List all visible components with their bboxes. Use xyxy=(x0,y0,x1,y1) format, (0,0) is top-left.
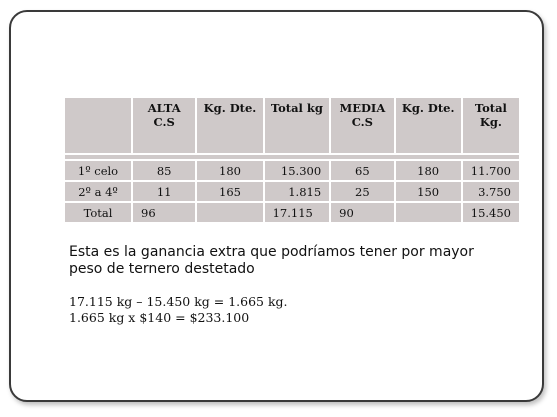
cell-media: 65 xyxy=(331,161,393,180)
header-kg-dte-1: Kg. Dte. xyxy=(197,98,262,153)
table-row xyxy=(65,203,519,222)
cell-total-kg-2: 11.700 xyxy=(463,161,519,180)
cell-kg-dte-1 xyxy=(197,203,262,222)
cell-kg-dte-2: 150 xyxy=(396,182,461,201)
calculation-block xyxy=(69,294,288,326)
table-row xyxy=(65,182,519,201)
cell-kg-dte-1: 165 xyxy=(197,182,262,201)
table-header-row xyxy=(65,98,519,153)
cell-alta: 96 xyxy=(133,203,195,222)
explanation-text: Esta es la ganancia extra que podríamos tener por mayor peso de ternero destetado xyxy=(69,244,474,277)
header-cell-empty xyxy=(65,98,131,153)
row-spacer xyxy=(65,155,519,159)
cell-alta: 11 xyxy=(133,182,195,201)
header-total-kg-2: Total Kg. xyxy=(463,98,519,153)
header-total-kg-1: Total kg xyxy=(265,98,330,153)
header-alta-cs: ALTA C.S xyxy=(133,98,195,153)
row-label: 1º celo xyxy=(65,161,131,180)
row-label: 2º a 4º xyxy=(65,182,131,201)
cell-total-kg-2: 3.750 xyxy=(463,182,519,201)
calculation-line-2: 1.665 kg x $140 = $233.100 xyxy=(69,310,250,325)
calculation-line-1: 17.115 kg – 15.450 kg = 1.665 kg. xyxy=(69,294,288,309)
cell-kg-dte-2 xyxy=(396,203,461,222)
cell-media: 90 xyxy=(331,203,393,222)
header-media-cs: MEDIA C.S xyxy=(331,98,393,153)
header-kg-dte-2: Kg. Dte. xyxy=(396,98,461,153)
slide xyxy=(9,10,544,402)
cell-kg-dte-2: 180 xyxy=(396,161,461,180)
cell-alta: 85 xyxy=(133,161,195,180)
cell-total-kg-1: 15.300 xyxy=(265,161,330,180)
cell-kg-dte-1: 180 xyxy=(197,161,262,180)
row-label: Total xyxy=(65,203,131,222)
data-table xyxy=(63,96,521,224)
cell-total-kg-2: 15.450 xyxy=(463,203,519,222)
cell-total-kg-1: 1.815 xyxy=(265,182,330,201)
cell-media: 25 xyxy=(331,182,393,201)
cell-total-kg-1: 17.115 xyxy=(265,203,330,222)
table-row xyxy=(65,161,519,180)
